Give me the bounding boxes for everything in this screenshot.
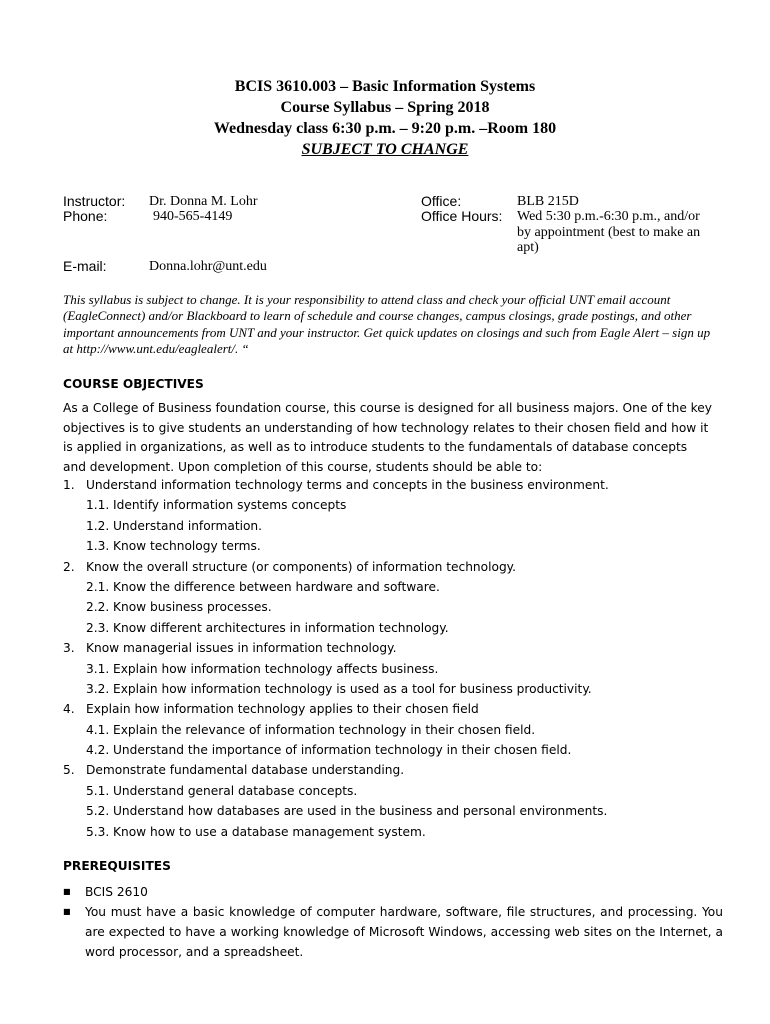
objective-subitem xyxy=(63,659,723,679)
subitem-number: 3.1. xyxy=(86,661,110,676)
subitem-number: 1.2. xyxy=(86,518,110,533)
syllabus-term: Course Syllabus – Spring 2018 xyxy=(280,99,490,116)
course-title: BCIS 3610.003 – Basic Information Systems xyxy=(234,78,536,95)
objective-text: Know managerial issues in information technology. xyxy=(86,641,397,656)
objective-item xyxy=(63,475,723,495)
objective-text: Demonstrate fundamental database understanding. xyxy=(86,763,405,778)
objective-item xyxy=(63,699,723,719)
subitem-text: Understand general database concepts. xyxy=(113,783,358,798)
subitem-number: 5.2. xyxy=(86,804,110,819)
prerequisites-list xyxy=(63,882,723,962)
objective-subitem xyxy=(63,516,723,536)
objective-number: 2. xyxy=(63,559,75,574)
objective-subitem xyxy=(63,822,723,842)
subitem-text: Know the difference between hardware and software. xyxy=(113,579,440,594)
objective-text: Know the overall structure (or components) of information technology. xyxy=(86,559,517,574)
subitem-text: Explain how information technology is used as a tool for business productivity. xyxy=(113,681,592,696)
subitem-text: Identify information systems concepts xyxy=(113,498,347,513)
prerequisite-text: You must have a basic knowledge of computer hardware, software, file structures, and processing. You are expected to have a working knowledge of Microsoft Windows, accessing web sites on the Internet, a word processor, and a spreadsheet. xyxy=(85,905,723,959)
objective-text: Understand information technology terms and concepts in the business environment. xyxy=(86,478,609,492)
instructor-label: Instructor: xyxy=(63,193,126,209)
objective-item xyxy=(63,638,723,658)
subitem-text: Know different architectures in information technology. xyxy=(113,620,449,635)
office-location: BLB 215D xyxy=(517,194,579,209)
prerequisite-item xyxy=(63,882,723,902)
objective-subitem xyxy=(63,618,723,638)
course-objectives-heading: COURSE OBJECTIVES xyxy=(63,377,204,391)
phone-label: Phone: xyxy=(63,208,108,224)
objective-subitem xyxy=(63,495,723,515)
objective-subitem xyxy=(63,679,723,699)
instructor-name: Dr. Donna M. Lohr xyxy=(149,194,258,209)
objectives-list xyxy=(63,475,723,842)
course-objectives-intro: As a College of Business foundation course, this course is designed for all business majors. One of the key objectives is to give students an understanding of how technology relates to their chosen field and how it is applied in organizations, as well as to introduce students to the fundamentals of database concepts and development. Upon completion of this course, students should be able to: xyxy=(63,401,713,474)
objective-subitem xyxy=(63,801,723,821)
objective-subitem xyxy=(63,536,723,556)
objective-subitem xyxy=(63,597,723,617)
bullet-square-icon: ■ xyxy=(63,887,71,896)
subitem-text: Understand how databases are used in the business and personal environments. xyxy=(113,804,608,819)
objective-item xyxy=(63,557,723,577)
subitem-text: Know business processes. xyxy=(113,600,272,615)
email-label: E-mail: xyxy=(63,258,107,274)
subitem-number: 4.2. xyxy=(86,743,110,758)
bullet-square-icon: ■ xyxy=(63,907,71,916)
subitem-text: Explain how information technology affects business. xyxy=(113,661,439,676)
subitem-number: 1.1. xyxy=(86,498,110,513)
phone-number: 940-565-4149 xyxy=(153,209,233,224)
subitem-text: Understand the importance of information technology in their chosen field. xyxy=(113,743,572,758)
objective-number: 1. xyxy=(63,478,75,492)
prerequisites-heading: PREREQUISITES xyxy=(63,859,171,873)
office-label: Office: xyxy=(421,193,462,209)
prerequisite-text: BCIS 2610 xyxy=(85,885,148,899)
subitem-text: Explain the relevance of information technology in their chosen field. xyxy=(113,722,536,737)
objective-number: 3. xyxy=(63,641,75,656)
subitem-number: 3.2. xyxy=(86,681,110,696)
subitem-number: 4.1. xyxy=(86,722,110,737)
objective-subitem xyxy=(63,720,723,740)
objective-number: 5. xyxy=(63,763,75,778)
objective-subitem xyxy=(63,577,723,597)
objective-subitem xyxy=(63,781,723,801)
syllabus-disclaimer: This syllabus is subject to change. It is your responsibility to attend class and check your official UNT email account (EagleConnect) and/or Blackboard to learn of schedule and course changes, campus closings, grade postings, and other important announcements from UNT and your instructor. Get quick updates on closings and such from Eagle Alert – sign up at http://www.unt.edu/eaglealert/. “ xyxy=(63,292,711,356)
subitem-text: Know how to use a database management system. xyxy=(113,824,426,839)
subitem-number: 5.1. xyxy=(86,783,110,798)
subitem-number: 5.3. xyxy=(86,824,110,839)
subitem-number: 1.3. xyxy=(86,539,110,554)
email-address: Donna.lohr@unt.edu xyxy=(149,259,267,274)
class-schedule: Wednesday class 6:30 p.m. – 9:20 p.m. –Room 180 xyxy=(213,120,557,137)
objective-number: 4. xyxy=(63,702,75,717)
subject-to-change-notice: SUBJECT TO CHANGE xyxy=(301,141,469,158)
objective-subitem xyxy=(63,740,723,760)
objective-item xyxy=(63,760,723,780)
subitem-text: Understand information. xyxy=(113,518,263,533)
subitem-number: 2.2. xyxy=(86,600,110,615)
office-hours-label: Office Hours: xyxy=(421,208,503,224)
office-hours-value: Wed 5:30 p.m.-6:30 p.m., and/or by appointment (best to make an apt) xyxy=(517,209,701,255)
document-title xyxy=(0,76,770,160)
subitem-number: 2.1. xyxy=(86,579,110,594)
objective-text: Explain how information technology applies to their chosen field xyxy=(86,702,479,717)
subitem-text: Know technology terms. xyxy=(113,539,261,554)
subitem-number: 2.3. xyxy=(86,620,110,635)
prerequisite-item xyxy=(63,902,723,962)
